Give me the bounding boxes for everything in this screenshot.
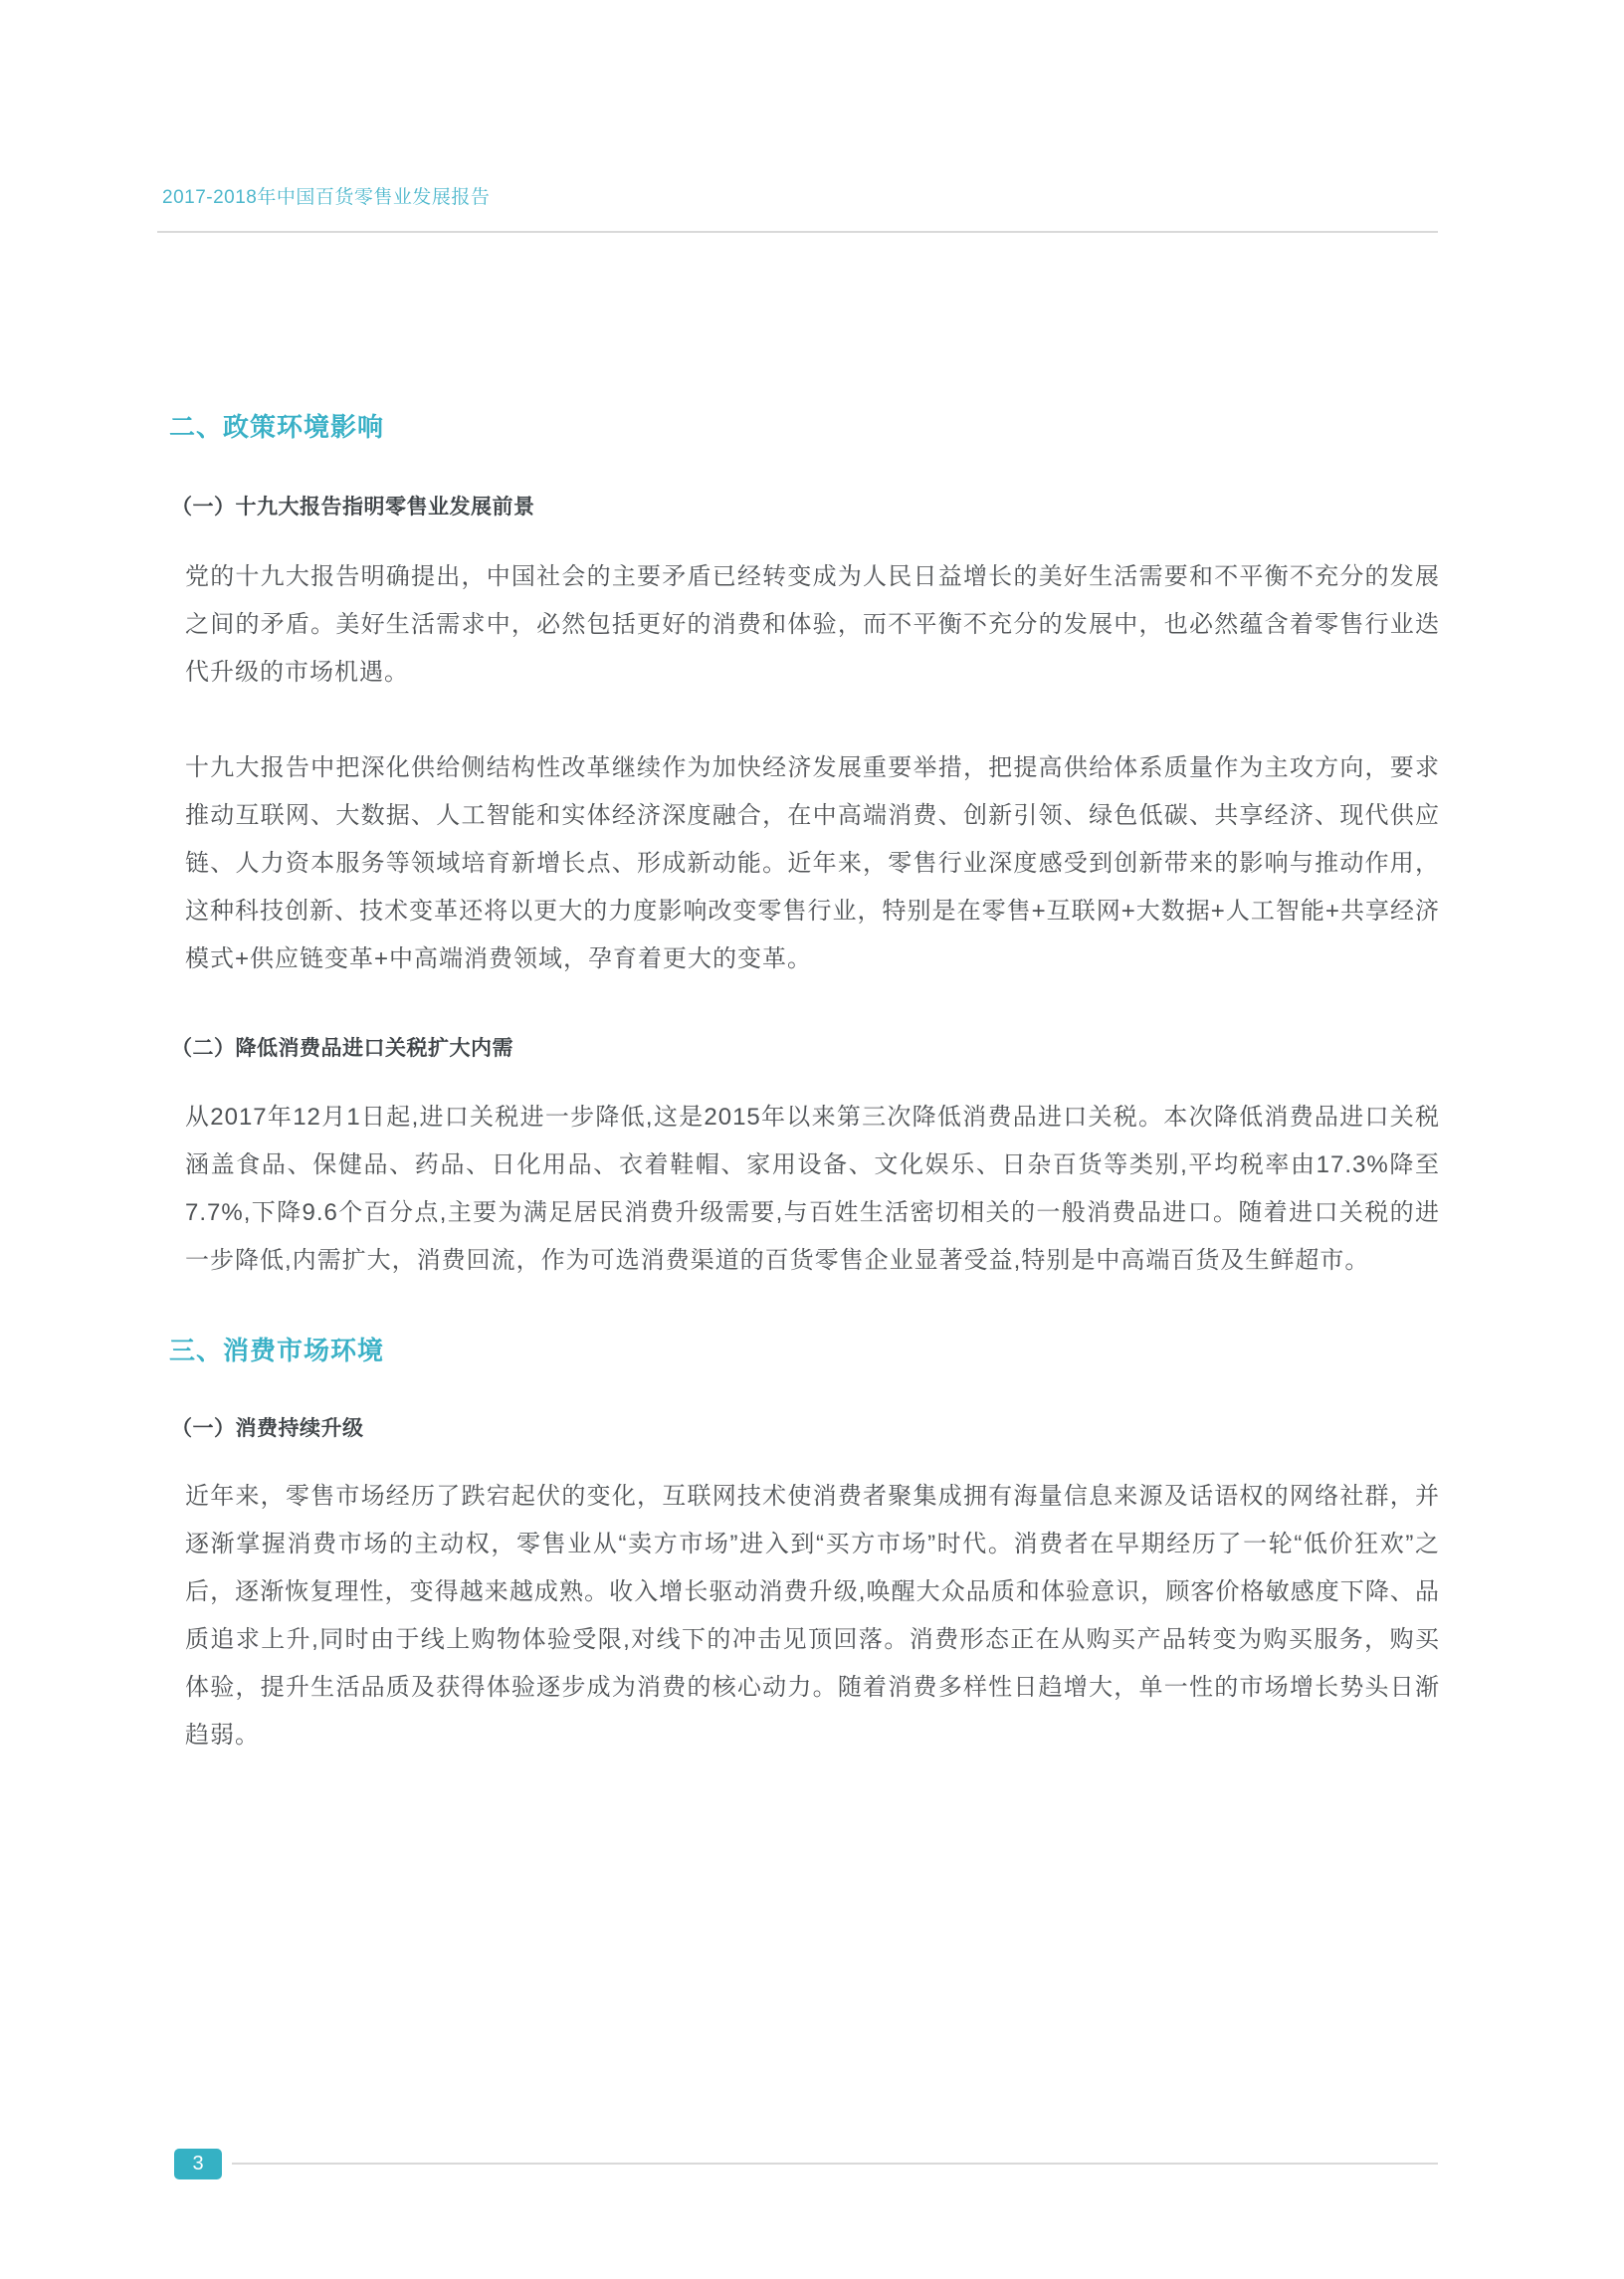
paragraph-main-contradiction: 党的十九大报告明确提出，中国社会的主要矛盾已经转变成为人民日益增长的美好生活需要和不平衡不充分的发展之间的矛盾。美好生活需求中，必然包括更好的消费和体验，而不平衡不充分的发展中，也必然蕴含着零售行业迭代升级的市场机遇。 [185, 563, 1440, 686]
subsection-title-import-tariff-reduction: （二）降低消费品进口关税扩大内需 [171, 1037, 513, 1060]
document-header-title: 2017-2018年中国百货零售业发展报告 [162, 187, 491, 208]
page-number-badge: 3 [174, 2149, 222, 2179]
section-heading-consumer-market: 三、消费市场环境 [169, 1336, 385, 1365]
paragraph-supply-side-reform: 十九大报告中把深化供给侧结构性改革继续作为加快经济发展重要举措，把提高供给体系质量作为主攻方向，要求推动互联网、大数据、人工智能和实体经济深度融合，在中高端消费、创新引领、绿色低碳、共享经济、现代供应链、人力资本服务等领域培育新增长点、形成新动能。近年来，零售行业深度感受到创新带来的影响与推动作用，这种科技创新、技术变革还将以更大的力度影响改变零售行业，特别是在零售+互联网+大数据+人工智能+共享经济模式+供应链变革+中高端消费领域，孕育着更大的变革。 [185, 754, 1440, 972]
paragraph-consumption-upgrade-details: 近年来，零售市场经历了跌宕起伏的变化，互联网技术使消费者聚集成拥有海量信息来源及话语权的网络社群，并逐渐掌握消费市场的主动权，零售业从“卖方市场”进入到“买方市场”时代。消费者在早期经历了一轮“低价狂欢”之后，逐渐恢复理性，变得越来越成熟。收入增长驱动消费升级,唤醒大众品质和体验意识，顾客价格敏感度下降、品质追求上升,同时由于线上购物体验受限,对线下的冲击见顶回落。消费形态正在从购买产品转变为购买服务，购买体验，提升生活品质及获得体验逐步成为消费的核心动力。随着消费多样性日趋增大，单一性的市场增长势头日渐趋弱。 [185, 1483, 1440, 1749]
subsection-title-consumption-upgrade: （一）消费持续升级 [171, 1417, 364, 1440]
footer-divider [232, 2163, 1438, 2165]
section-heading-policy-environment: 二、政策环境影响 [169, 412, 385, 442]
subsection-title-19th-congress-outlook: （一）十九大报告指明零售业发展前景 [171, 496, 535, 518]
paragraph-tariff-details: 从2017年12月1日起,进口关税进一步降低,这是2015年以来第三次降低消费品进口关税。本次降低消费品进口关税涵盖食品、保健品、药品、日化用品、衣着鞋帽、家用设备、文化娱乐、日杂百货等类别,平均税率由17.3%降至7.7%,下降9.6个百分点,主要为满足居民消费升级需要,与百姓生活密切相关的一般消费品进口。随着进口关税的进一步降低,内需扩大，消费回流，作为可选消费渠道的百货零售企业显著受益,特别是中高端百货及生鲜超市。 [185, 1104, 1440, 1274]
